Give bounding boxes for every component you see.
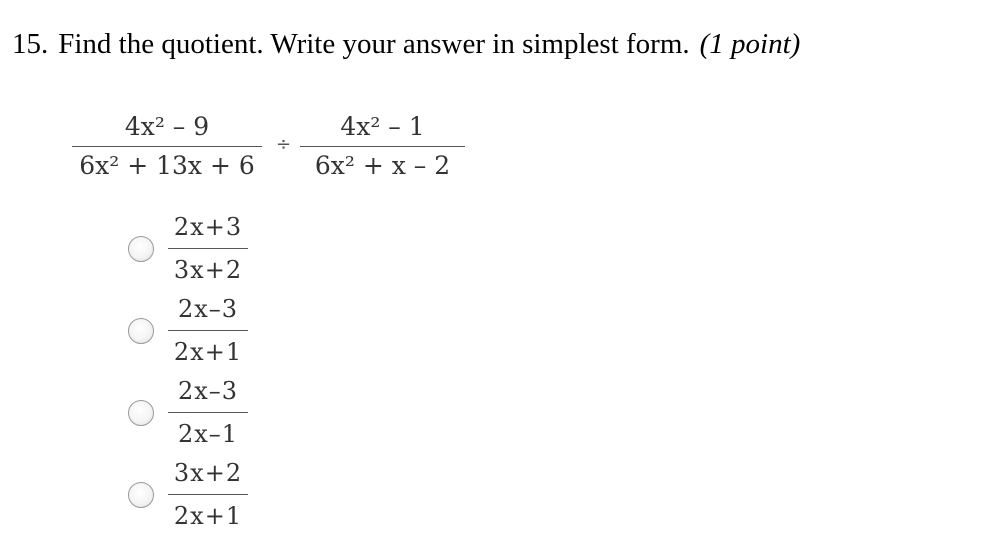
fraction-bar xyxy=(168,412,248,413)
option-2-denominator: 2x+1 xyxy=(173,338,243,366)
radio-button-3[interactable] xyxy=(128,400,154,426)
option-2-fraction xyxy=(168,294,248,367)
option-2-numerator: 2x–3 xyxy=(177,295,239,323)
fraction-bar xyxy=(168,330,248,331)
option-1-denominator: 3x+2 xyxy=(173,256,243,284)
question-number: 15. xyxy=(12,28,49,60)
fraction-bar xyxy=(168,248,248,249)
expression-left-denominator: 6x² + 13x + 6 xyxy=(79,151,255,180)
option-3-fraction xyxy=(168,376,248,449)
fraction-bar xyxy=(72,146,262,147)
option-4-numerator: 3x+2 xyxy=(173,459,243,487)
option-4-fraction xyxy=(168,458,248,531)
expression-left-numerator: 4x² – 9 xyxy=(124,112,210,141)
option-3-numerator: 2x–3 xyxy=(177,377,239,405)
option-3-denominator: 2x–1 xyxy=(177,420,239,448)
radio-button-2[interactable] xyxy=(128,318,154,344)
expression-right-denominator: 6x² + x – 2 xyxy=(314,151,451,180)
divide-operator: ÷ xyxy=(276,134,292,155)
expression-left-fraction xyxy=(72,112,262,181)
radio-button-4[interactable] xyxy=(128,482,154,508)
radio-button-1[interactable] xyxy=(128,236,154,262)
expression-right-numerator: 4x² – 1 xyxy=(340,112,425,141)
expression-right-fraction xyxy=(300,112,465,181)
fraction-bar xyxy=(168,494,248,495)
question-points: (1 point) xyxy=(699,28,801,60)
option-1-fraction xyxy=(168,212,248,285)
option-1-numerator: 2x+3 xyxy=(173,213,243,241)
question-prompt: Find the quotient. Write your answer in simplest form. xyxy=(58,28,690,60)
fraction-bar xyxy=(300,146,465,147)
option-4-denominator: 2x+1 xyxy=(173,502,243,530)
question-header xyxy=(12,26,800,62)
